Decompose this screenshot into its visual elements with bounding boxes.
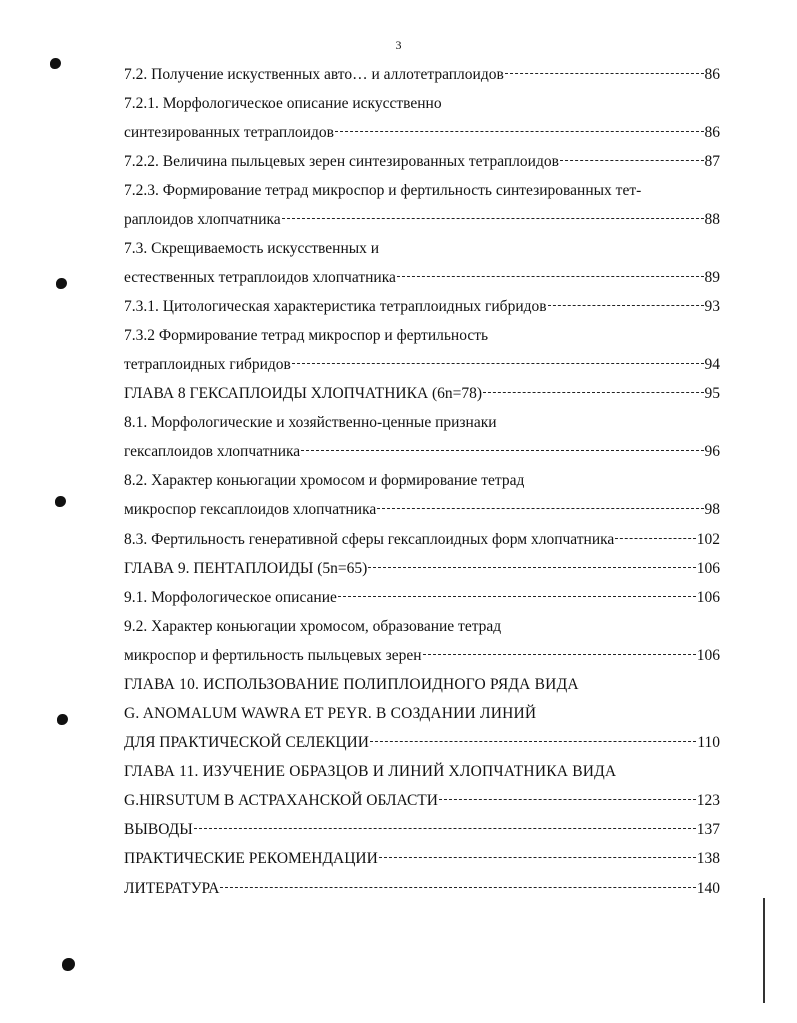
toc-entry	[124, 266, 720, 290]
dot-leader	[548, 305, 704, 306]
toc-entry-page: 98	[704, 501, 720, 518]
toc-entry-title: 7.3.1. Цитологическая характеристика тетраплоидных гибридов	[124, 298, 547, 315]
toc-entry	[124, 498, 720, 522]
toc-entry-page: 87	[704, 153, 720, 170]
toc-entry-title: ПРАКТИЧЕСКИЕ РЕКОМЕНДАЦИИ	[124, 850, 378, 867]
toc-entry-lead: G. ANOMALUM WAWRA ET PEYR. В СОЗДАНИИ ЛИНИЙ	[124, 705, 537, 722]
toc-entry-page: 96	[704, 443, 720, 460]
toc-entry-lead: ГЛАВА 10. ИСПОЛЬЗОВАНИЕ ПОЛИПЛОИДНОГО РЯДА ВИДА	[124, 676, 579, 693]
dot-leader	[194, 828, 696, 829]
toc-entry	[124, 440, 720, 464]
toc-entry-lead: 9.2. Характер коньюгации хромосом, образование тетрад	[124, 618, 502, 635]
toc-entry	[124, 847, 720, 871]
toc-entry-title: 7.2.2. Величина пыльцевых зерен синтезированных тетраплоидов	[124, 153, 559, 170]
page-number: 3	[395, 38, 402, 52]
dot-leader	[370, 741, 696, 742]
toc-entry-page: 88	[704, 211, 720, 228]
toc-entry-title: микроспор и фертильность пыльцевых зерен	[124, 647, 422, 664]
toc-entry-page: 93	[704, 298, 720, 315]
dot-leader	[282, 218, 704, 219]
toc-entry-lead: 7.3. Скрещиваемость искусственных и	[124, 240, 380, 257]
dot-leader	[615, 538, 695, 539]
toc-entry-title: синтезированных тетраплоидов	[124, 124, 334, 141]
toc-entry	[124, 557, 720, 581]
toc-entry-lead: 7.2.1. Морфологическое описание искусственно	[124, 95, 442, 112]
toc-entry-page: 138	[696, 850, 720, 867]
dot-leader	[301, 450, 703, 451]
toc-entry-page: 123	[696, 792, 720, 809]
dot-leader	[292, 363, 704, 364]
toc-entry-page: 140	[696, 880, 720, 897]
toc-entry-title: гексаплоидов хлопчатника	[124, 443, 301, 460]
dot-leader	[439, 799, 696, 800]
toc-entry	[124, 295, 720, 319]
toc-entry	[124, 208, 720, 232]
toc-entry-lead: 8.2. Характер коньюгации хромосом и формирование тетрад	[124, 472, 525, 489]
scan-edge-line	[763, 898, 765, 1003]
toc-entry-title: ЛИТЕРАТУРА	[124, 880, 220, 897]
dot-leader	[505, 73, 704, 74]
toc-entry	[124, 818, 720, 842]
toc-entry-page: 95	[704, 385, 720, 402]
toc-entry-page: 86	[704, 66, 720, 83]
toc-entry-page: 89	[704, 269, 720, 286]
toc-entry	[124, 121, 720, 145]
toc-entry	[124, 731, 720, 755]
dot-leader	[338, 596, 696, 597]
toc-entry	[124, 382, 720, 406]
toc-entry-title: микроспор гексаплоидов хлопчатника	[124, 501, 377, 518]
toc-entry-title: ВЫВОДЫ	[124, 821, 193, 838]
toc-entry	[124, 789, 720, 813]
toc-entry-lead: 7.2.3. Формирование тетрад микроспор и фертильность синтезированных тет-	[124, 182, 642, 199]
dot-leader	[379, 857, 696, 858]
toc-entry-title: G.HIRSUTUM В АСТРАХАНСКОЙ ОБЛАСТИ	[124, 792, 438, 809]
toc-entry-page: 106	[696, 560, 720, 577]
toc-entry-title: ГЛАВА 8 ГЕКСАПЛОИДЫ ХЛОПЧАТНИКА (6n=78)	[124, 385, 483, 402]
toc-entry-title: 7.2. Получение искуственных авто… и аллотетраплоидов	[124, 66, 504, 83]
toc-entry-title: 8.3. Фертильность генеративной сферы гексаплоидных форм хлопчатника	[124, 531, 615, 548]
dot-leader	[423, 654, 696, 655]
dot-leader	[560, 160, 704, 161]
toc-entry-title: ГЛАВА 9. ПЕНТАПЛОИДЫ (5n=65)	[124, 560, 368, 577]
toc-entry-lead: 7.3.2 Формирование тетрад микроспор и фертильность	[124, 327, 489, 344]
dot-leader	[220, 887, 695, 888]
dot-leader	[368, 567, 695, 568]
toc-entry-page: 86	[704, 124, 720, 141]
toc-entry-page: 106	[696, 647, 720, 664]
dot-leader	[335, 131, 704, 132]
toc-entry-title: раплоидов хлопчатника	[124, 211, 281, 228]
toc-entry	[124, 150, 720, 174]
toc-entry	[124, 586, 720, 610]
dot-leader	[483, 392, 703, 393]
toc-entry-page: 102	[696, 531, 720, 548]
toc-entry-page: 110	[697, 734, 720, 751]
toc-entry-page: 106	[696, 589, 720, 606]
dot-leader	[397, 276, 704, 277]
toc-entry-lead: 8.1. Морфологические и хозяйственно-ценные признаки	[124, 414, 497, 431]
toc-entry-page: 137	[696, 821, 720, 838]
toc-entry-title: естественных тетраплоидов хлопчатника	[124, 269, 396, 286]
dot-leader	[377, 508, 703, 509]
toc-entry	[124, 644, 720, 668]
toc-entry	[124, 63, 720, 87]
toc-entry-lead: ГЛАВА 11. ИЗУЧЕНИЕ ОБРАЗЦОВ И ЛИНИЙ ХЛОПЧАТНИКА ВИДА	[124, 763, 617, 780]
toc-entry-title: ДЛЯ ПРАКТИЧЕСКОЙ СЕЛЕКЦИИ	[124, 734, 369, 751]
toc-entry	[124, 528, 720, 552]
toc-entry	[124, 877, 720, 901]
toc-entry-title: 9.1. Морфологическое описание	[124, 589, 337, 606]
toc-entry	[124, 353, 720, 377]
toc-entry-title: тетраплоидных гибридов	[124, 356, 291, 373]
toc-entry-page: 94	[704, 356, 720, 373]
